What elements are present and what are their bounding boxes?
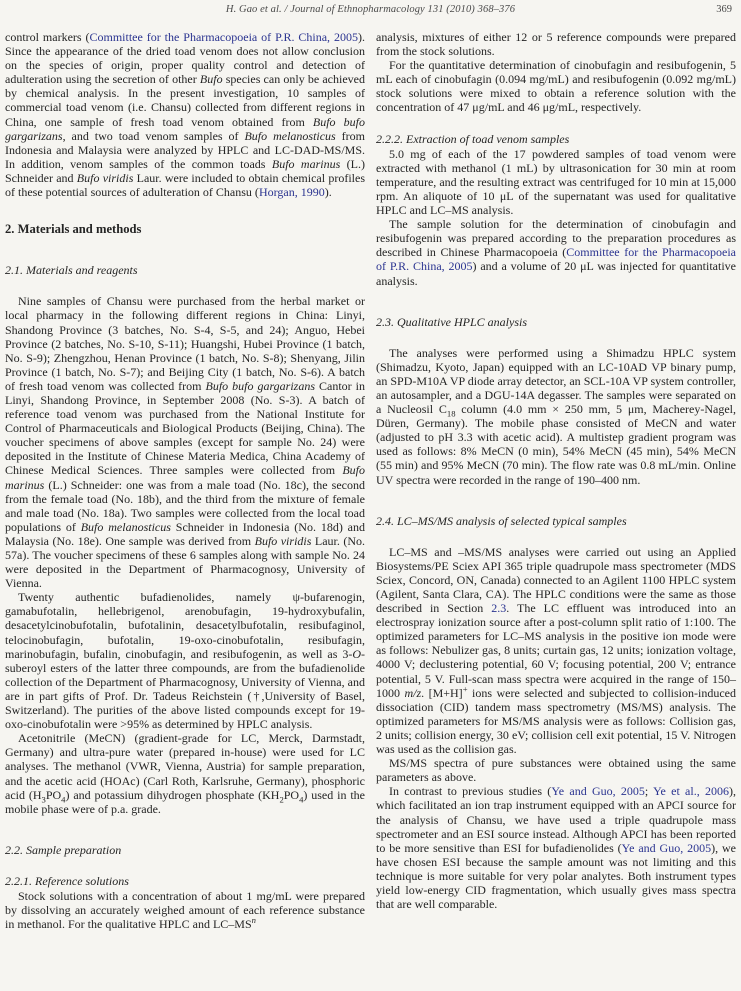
subscript: 18 xyxy=(446,408,456,419)
citation-link[interactable]: Committee for the Pharmacopoeia of P.R. China, 2005 xyxy=(89,30,358,44)
text-segment: Schneider in Indonesia (No. 18d) and Malaysia (No. 18e). One sample was derived from xyxy=(5,519,366,548)
superscript: n xyxy=(251,915,256,926)
paragraph xyxy=(5,294,365,590)
subsubsection-heading: 2.2.1. Reference solutions xyxy=(5,873,129,888)
text-segment: In contrast to previous studies ( xyxy=(389,784,552,799)
text-segment: species can only be achieved by chemical analysis. In the present investigation, 10 samples of commercial toad venom (i.e. Chansu) collected from different regions in China, one sample of fresh toad venom obtained from xyxy=(5,72,365,129)
text-segment: ; xyxy=(644,784,654,799)
text-segment: ), we have chosen ESI because the sample amount was not limiting and this technique is more suitable for very polar analytes. Both instrument types yield low-energy CID fragmentation, which usually gives mass spectra that are well comparable. xyxy=(376,840,736,912)
text-segment: ), which facilitated an ion trap instrument equipped with an APCI source for the analysis of Chansu, we have used a triple quadrupole mass spectrometer and an ESI source instead. Although APCI has been reported to be more sensitive than ESI for bufadienolides ( xyxy=(376,784,736,855)
subsection-heading: 2.1. Materials and reagents xyxy=(5,263,138,278)
text-segment: Acetonitrile (MeCN) (gradient-grade for LC, Merck, Darmstadt, Germany) and ultra-pure water (prepared in-house) were used for LC analyses. The methanol (VWR, Vienna, Austria) for sample preparation, and the acetic acid (HOAc) (Carl Roth, Karlsruhe, Germany), phosphoric acid (H xyxy=(5,731,365,802)
text-segment: . The LC effluent was introduced into an electrospray ionization source after a post-column split ratio of 1:100. The optimized parameters for LC–MS analysis in the positive ion mode were as follows: Nebulizer gas, 8 units; curtain gas, 12 units; ionization voltage, 4000 V; declustering potential, 60 V; focusing potential, 200 V; entrance potential, 5 V. Full-scan mass spectra were acquired in the range of 150–1000 xyxy=(376,601,736,700)
text-segment: PO xyxy=(45,787,62,802)
subsection-heading: 2.3. Qualitative HPLC analysis xyxy=(376,314,527,329)
text-segment: LC–MS and –MS/MS analyses were carried out using an Applied Biosystems/PE Sciex API 365 triple quadrupole mass spectrometer (MDS Sciex, Concord, ON, Canada) connected to an Agilent 1100 HPLC system (Agilent, Santa Clara, CA). The HPLC conditions were the same as those described in Section xyxy=(376,544,736,616)
paragraph xyxy=(376,756,736,784)
section-heading: 2. Materials and methods xyxy=(5,222,142,237)
text-segment: -suberoyl esters of the latter three compounds, are from the bufadienolide collection of the Department of Pharmacognosy, University of Vienna, and are in part gifts of Prof. Dr. Tadeus Reichstein (†,University of Basel, Switzerland). The purities of the above listed compounds except for 19-oxo-cinobufotalin were >95% as determined by HPLC analysis. xyxy=(5,646,365,732)
citation-link[interactable]: Ye and Guo, 2005 xyxy=(621,840,712,855)
running-head: H. Gao et al. / Journal of Ethnopharmacology 131 (2010) 368–376 xyxy=(225,4,516,15)
text-segment: ions were selected and subjected to collision-induced dissociation (CID) tandem mass spectrometry (MS/MS) analysis. The optimized parameters for MS/MS analysis were as follows: Collision gas, 2 units; collision energy, 30 eV; collision cell exit potential, 15 V. Nitrogen was used as the collision gas. xyxy=(376,685,736,757)
text-segment: Twenty authentic bufadienolides, namely ψ-bufarenogin, gamabufotalin, hellebrigenol, arenobufagin, 19-hydroxybufalin, desacetylcinobufotalin, bufotalinin, desacetylbufotalin, resibufaginol, telocinobufagin, bufotalin, 19-oxo-cinobufotalin, resibufagin, marinobufagin, bufalin, cinobufagin, and resibufogenin, as well as 3- xyxy=(5,590,365,661)
citation-link[interactable]: 2.3 xyxy=(491,601,507,616)
page-number: 369 xyxy=(716,4,732,15)
text-segment: Bufo bufo gargarizans xyxy=(5,114,365,143)
text-segment: ) and a volume of 20 μL was injected for quantitative analysis. xyxy=(376,259,736,288)
right-column xyxy=(376,30,736,931)
text-segment: from Indonesia and Malaysia were analyzed by HPLC and LC-DAD-MS/MS. In addition, venom samples of the common toads xyxy=(5,128,365,171)
page-header xyxy=(5,4,736,17)
citation-link[interactable]: Horgan, 1990 xyxy=(258,185,325,200)
text-segment: . [M+H] xyxy=(421,685,463,700)
text-segment: Stock solutions with a concentration of about 1 mg/mL were prepared by dissolving an accurately weighed amount of each reference substance in methanol. For the qualitative HPLC and LC–MS xyxy=(5,888,365,932)
subsection-heading: 2.4. LC–MS/MS analysis of selected typical samples xyxy=(376,513,627,528)
paragraph xyxy=(376,346,736,487)
paragraph xyxy=(376,545,736,756)
text-segment: Bufo marinus xyxy=(5,463,365,492)
paragraph xyxy=(376,784,736,911)
text-segment: , and two toad venom samples of xyxy=(62,128,245,143)
paragraph xyxy=(5,30,365,199)
superscript: + xyxy=(462,683,468,694)
text-segment: 5.0 mg of each of the 17 powdered samples of toad venom were extracted with methanol (1 mL) by ultrasonication for 30 min at room temperature, and the resulting extract was centrifuged for 10 min at 15,000 rpm. An aliquote of 10 μL of the supernatant was used for qualitative HPLC and LC–MS analysis. xyxy=(376,146,736,218)
subscript: 2 xyxy=(279,793,284,804)
text-segment: ) and potassium dihydrogen phosphate (KH xyxy=(65,787,280,802)
text-segment: ) used in the mobile phase were of p.a. grade. xyxy=(5,787,365,816)
paragraph xyxy=(376,30,736,58)
text-segment: ). xyxy=(324,185,332,200)
paragraph xyxy=(376,217,736,287)
text-segment: O xyxy=(352,646,361,661)
text-segment: (L.) Schneider: one was from a male toad (No. 18c), the second from the female toad (No. 18b), and the third from the mixture of female and male toad (No. 18a). Two samples were collected from the local toad populations of xyxy=(5,477,365,534)
subscript: 4 xyxy=(299,793,304,804)
subscript: 3 xyxy=(41,793,46,804)
text-segment: For the quantitative determination of cinobufagin and resibufogenin, 5 mL each of cinobufagin (0.094 mg/mL) and resibufogenin (0.092 mg/mL) stock solutions were mixed to obtain a reference solution with the concentration of 47 μg/mL and 46 μg/mL, respectively. xyxy=(376,58,736,115)
text-segment: column (4.0 mm × 250 mm, 5 μm, Macherey-Nagel, Düren, Germany). The mobile phase consisted of MeCN and water (adjusted to pH 3.3 with acetic acid). A multistep gradient program was used as follows: 8% MeCN (0 min), 54% MeCN (45 min), 54% MeCN (55 min) and 95% MeCN (70 min). The flow rate was 0.8 mL/min. Online UV spectra were recorded in the range of 190–400 nm. xyxy=(376,402,737,487)
text-segment: ). Since the appearance of the dried toad venom does not allow conclusion on the species of origin, proper quality control and detection of adulteration using the secretion of other xyxy=(5,30,365,87)
text-segment: PO xyxy=(283,787,300,802)
subscript: 4 xyxy=(61,793,66,804)
text-segment: Nine samples of Chansu were purchased from the herbal market or local pharmacy in the following different regions in China: Linyi, Shandong Province (3 batches, No. S-4, S-5, and 24); Anguo, Hebei Province (2 batches, No. S-10, S-11); Huangshi, Hubei Province (1 batch, No. S-9); Zhengzhou, Henan Province (1 batch, No. S-8); Shenyang, Jilin Province (1 batch, No. S-7); and Beijing City (1 batch, No. S-6). A batch of fresh toad venom was collected from xyxy=(5,294,365,393)
paragraph xyxy=(376,58,736,114)
text-segment: analysis, mixtures of either 12 or 5 reference compounds were prepared from the stock solutions. xyxy=(376,30,736,59)
text-segment: Bufo melanosticus xyxy=(80,519,171,534)
text-segment: Bufo viridis xyxy=(254,533,312,548)
text-segment: Bufo marinus xyxy=(271,156,341,171)
paragraph xyxy=(5,731,365,816)
paragraph xyxy=(5,590,365,731)
text-segment: Cantor in Linyi, Shandong Province, in September 2008 (No. S-3). A batch of reference toad venom was purchased from the National Institute for Control of Pharmaceuticals and Biological Products (Beijing, China). The voucher specimens of above samples (except for sample No. 24) were deposited in the Institute of Chinese Materia Medica, China Academy of Chinese Medical Sciences. Three samples were collected from xyxy=(5,378,365,478)
text-segment: (L.) Schneider and xyxy=(5,156,366,185)
text-segment: m/z xyxy=(404,685,422,700)
citation-link[interactable]: Committee for the Pharmacopoeia of P.R. China, 2005 xyxy=(376,245,737,274)
text-segment: The sample solution for the determination of cinobufagin and resibufogenin was prepared according to the preparation procedures as described in Chinese Pharmacopoeia ( xyxy=(376,217,736,260)
text-segment: Bufo xyxy=(199,72,223,87)
text-segment: Bufo viridis xyxy=(76,170,134,185)
citation-link[interactable]: Ye and Guo, 2005 xyxy=(551,784,645,799)
text-segment: Laur. (No. 57a). The voucher specimens of these 6 samples along with sample No. 24 were deposited in the Department of Pharmacognosy, University of Vienna. xyxy=(5,533,365,591)
subsection-heading: 2.2. Sample preparation xyxy=(5,842,122,857)
text-segment: Laur. were included to obtain chemical profiles of these potential sources of adulteration of Chansu ( xyxy=(5,170,365,200)
text-segment: Bufo bufo gargarizans xyxy=(205,378,316,393)
paragraph xyxy=(376,147,736,217)
text-segment: The analyses were performed using a Shimadzu HPLC system (Shimadzu, Kyoto, Japan) equipped with an LC-10AD VP binary pump, an SPD-M10A VP diode array detector, an SCL-10A VP system controller, an autosampler, and a DGU-14A degasser. The samples were separated on a Nucleosil C xyxy=(376,345,736,417)
left-column xyxy=(5,30,365,931)
text-segment: MS/MS spectra of pure substances were obtained using the same parameters as above. xyxy=(376,756,736,785)
text-segment: Bufo melanosticus xyxy=(244,128,336,143)
subsubsection-heading: 2.2.2. Extraction of toad venom samples xyxy=(376,131,570,146)
two-column-body xyxy=(5,30,736,931)
paragraph xyxy=(5,889,365,931)
citation-link[interactable]: Ye et al., 2006 xyxy=(653,784,729,799)
text-segment: control markers ( xyxy=(5,30,90,44)
